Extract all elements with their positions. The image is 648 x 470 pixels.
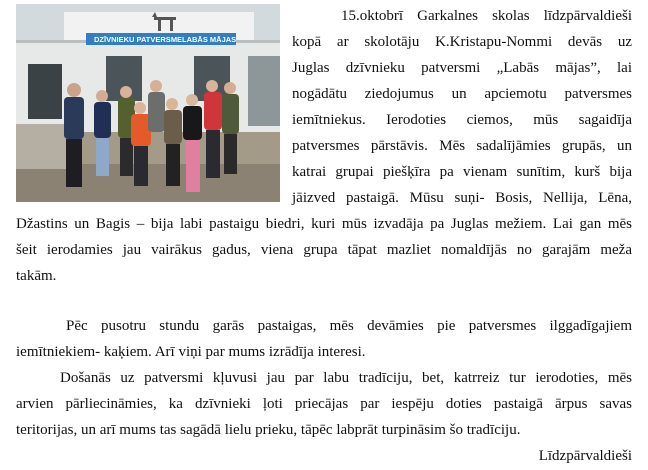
group-photo-illustration xyxy=(16,4,280,202)
text-line: patversmes pārstāvis. Mēs sadalījāmies grupās, un xyxy=(292,138,632,154)
paragraph-3 xyxy=(16,365,632,443)
paragraph-2 xyxy=(16,313,632,365)
paragraph-1-wrapped xyxy=(292,3,632,211)
text-line: Pēc pusotru stundu garās pastaigas, mēs devāmies pie patversmes ilggadīgajiem xyxy=(66,318,632,334)
text-line: Juglas dzīvnieku patversmi „Labās mājas”, lai xyxy=(292,60,632,76)
text-line: jāizved pastaigā. Mūsu suņi- Bosis, Nellija, Lēna, xyxy=(292,190,632,206)
text-line: nogādātu ziedojumus un apciemotu patversmes xyxy=(292,86,632,102)
text-line: iemītniekus. Ierodoties ciemos, mūs sagaidīja xyxy=(292,112,632,128)
text-line: Džastins un Bagis – bija labi pastaigu biedri, kuri mūs izvadāja pa Juglas mežiem. Lai gan mēs xyxy=(16,216,632,232)
group-photo xyxy=(16,4,280,202)
text-line: teritorijas, un arī mums tas sagādā lielu prieku, tāpēc labprāt turpināsim šo tradīciju. xyxy=(16,422,521,438)
paragraph-1-continued xyxy=(16,211,632,289)
text-line: kopā ar skolotāju K.Kristapu-Nommi devās uz xyxy=(292,34,632,50)
text-line: šeit ierodamies jau vairākus gadus, viena grupa tāpat mazliet nomaldījās no garajām meža xyxy=(16,242,632,258)
signature: Līdzpārvaldieši xyxy=(538,448,632,464)
sign-sub-text: LABĀS MĀJAS xyxy=(182,35,237,44)
text-line: takām. xyxy=(16,268,57,284)
sign-main-text: DZĪVNIEKU PATVERSME xyxy=(94,35,183,44)
text-line: arvien pārliecināmies, ka dzīvnieki ļoti priecājas par iespēju doties pastaigā ārpus savas xyxy=(16,396,632,412)
text-line: iemītniekiem- kaķiem. Arī viņi par mums izrādīja interesi. xyxy=(16,344,366,360)
text-line: 15.oktobrī Garkalnes skolas līdzpārvaldieši xyxy=(341,8,632,24)
text-line: Došanās uz patversmi kļuvusi jau par labu tradīciju, bet, katrreiz tur ierodoties, mēs xyxy=(60,370,632,386)
text-line: katrai grupai piešķīra pa vienam sunītim, kurš bija xyxy=(292,164,632,180)
